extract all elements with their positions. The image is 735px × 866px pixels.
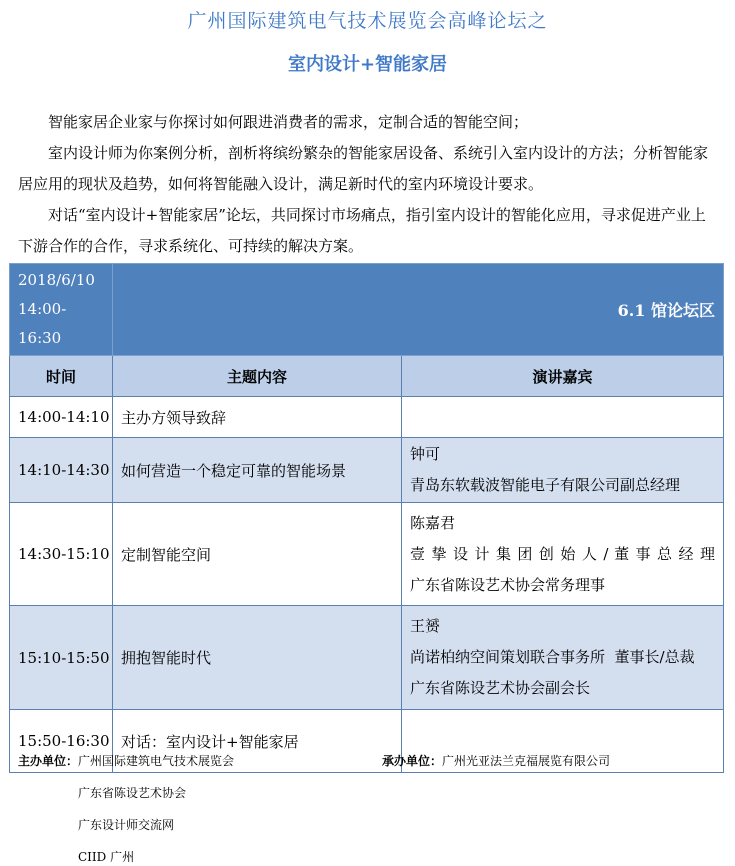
row-topic: 拥抱智能时代 [113, 606, 402, 710]
table-row [10, 606, 724, 710]
row-topic: 定制智能空间 [113, 503, 402, 606]
speaker-title: 青岛东软载波智能电子有限公司副总经理 [410, 476, 681, 494]
session-date: 2018/6/10 [18, 271, 95, 289]
row-topic: 主办方领导致辞 [113, 397, 402, 438]
row-speaker [402, 397, 724, 438]
host-name: 广州国际建筑电气技术展览会 [78, 754, 235, 768]
row-time: 15:50-16:30 [10, 710, 113, 773]
speaker-title: 广东省陈设艺术协会常务理事 [410, 575, 606, 594]
column-header-topic: 主题内容 [113, 356, 402, 397]
row-speaker [402, 503, 724, 606]
speaker-title: 壹 挚 设 计 集 团 创 始 人 / 董 事 总 经 理 [410, 544, 716, 563]
page-subtitle: 室内设计+智能家居 [287, 54, 448, 75]
table-row [10, 503, 724, 606]
speaker-name: 陈嘉君 [410, 513, 456, 532]
page-title: 广州国际建筑电气技术展览会高峰论坛之 [187, 10, 548, 32]
row-time: 14:10-14:30 [10, 438, 113, 503]
session-time: 14:00-16:30 [18, 300, 67, 347]
row-topic: 对话：室内设计+智能家居 [113, 710, 402, 773]
organizer-row [382, 752, 610, 769]
intro-text [18, 107, 718, 262]
column-header-time: 时间 [10, 356, 113, 397]
table-row [10, 397, 724, 438]
host-row [18, 752, 234, 769]
table-row [10, 438, 724, 503]
session-hall: 6.1 馆论坛区 [113, 264, 724, 356]
organizer-name: 广州光亚法兰克福展览有限公司 [442, 754, 611, 768]
host-name: 广东省陈设艺术协会 [78, 786, 187, 800]
row-time: 14:30-15:10 [10, 503, 113, 606]
intro-paragraph: 智能家居企业家与你探讨如何跟进消费者的需求，定制合适的智能空间； [48, 113, 529, 131]
speaker-title: 广东省陈设艺术协会副会长 [410, 679, 591, 697]
row-time: 15:10-15:50 [10, 606, 113, 710]
session-header [10, 264, 724, 356]
column-header-speaker: 演讲嘉宾 [402, 356, 724, 397]
host-name: CIID 广州 [78, 850, 135, 864]
speaker-name: 王赟 [410, 617, 441, 635]
host-name: 广东设计师交流网 [78, 818, 175, 832]
speaker-name: 钟可 [410, 445, 441, 463]
row-speaker [402, 438, 724, 503]
schedule-table [9, 263, 724, 773]
organizer-label: 承办单位： [382, 754, 443, 768]
row-topic: 如何营造一个稳定可靠的智能场景 [113, 438, 402, 503]
host-label: 主办单位： [18, 754, 79, 768]
intro-paragraph: 室内设计师为你案例分析，剖析将缤纷繁杂的智能家居设备、系统引入室内设计的方法；分析智能家居应用的现状及趋势，如何将智能融入设计，满足新时代的室内环境设计要求。 [18, 144, 709, 193]
column-header-row [10, 356, 724, 397]
speaker-title: 尚诺柏纳空间策划联合事务所 董事长/总裁 [410, 648, 695, 666]
intro-paragraph: 对话“室内设计+智能家居”论坛，共同探讨市场痛点，指引室内设计的智能化应用，寻求促进产业上下游合作的合作，寻求系统化、可持续的解决方案。 [18, 206, 706, 255]
session-datetime [10, 264, 113, 356]
row-time: 14:00-14:10 [10, 397, 113, 438]
row-speaker [402, 606, 724, 710]
